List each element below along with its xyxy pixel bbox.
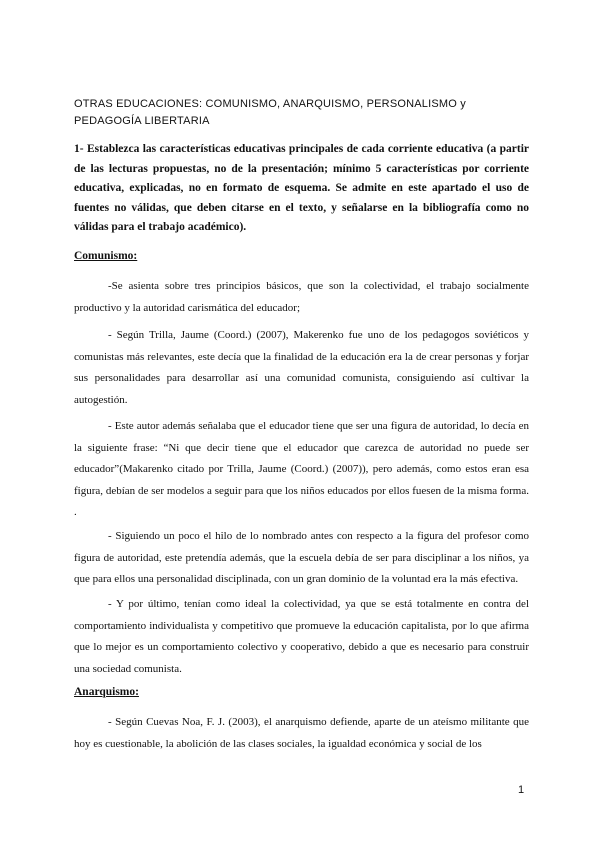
assignment-question: 1- Establezca las características educativas principales de cada corriente educativa (a partir de las lecturas propuestas, no de la presentación; mínimo 5 características por corriente educativa, explicadas, no en formato de esquema. Se admite en este apartado el uso de fuentes no válidas, que deben citarse en el texto, y señalarse en la bibliografía como no válidas para el trabajo académico).: [74, 143, 529, 233]
document-heading: OTRAS EDUCACIONES: COMUNISMO, ANARQUISMO, PERSONALISMO y PEDAGOGÍA LIBERTARIA: [74, 98, 466, 127]
page-number: 1: [518, 784, 525, 796]
paragraph: - Según Trilla, Jaume (Coord.) (2007), Makerenko fue uno de los pedagogos soviéticos y comunistas más relevantes, este decía que la finalidad de la educación era la de crear personas y forjar sus personalidades para desarrollar así una comunidad comunista, consiguiendo así cultivar la autogestión.: [74, 329, 529, 406]
section-title-comunismo: Comunismo:: [74, 250, 138, 262]
paragraph: - Siguiendo un poco el hilo de lo nombrado antes con respecto a la figura del profesor como figura de autoridad, este pretendía además, que la escuela debía de ser para disciplinar a los niños, ya que para ellos una personalidad disciplinada, con un gran dominio de la voluntad era la más efectiva.: [74, 530, 529, 585]
paragraph: - Y por último, tenían como ideal la colectividad, ya que se está totalmente en contra del comportamiento individualista y competitivo que promueve la educación capitalista, por lo que afirma que lo mejor es un comportamiento colectivo y cooperativo, debido a que es necesario para construir una sociedad comunista.: [74, 598, 529, 675]
section-title-anarquismo: Anarquismo:: [74, 686, 139, 698]
paragraph: - Este autor además señalaba que el educador tiene que ser una figura de autoridad, lo decía en la siguiente frase: “Ni que decir tiene que el educador que carezca de autoridad no puede ser educador”(Makarenko citado por Trilla, Jaume (Coord.) (2007)), pero además, como estos eran esa figura, debían de ser modelos a seguir para que los niños educados por ellos fuesen de la misma forma. .: [74, 420, 529, 518]
paragraph: -Se asienta sobre tres principios básicos, que son la colectividad, el trabajo socialmente productivo y la autoridad carismática del educador;: [74, 280, 529, 314]
paragraph: - Según Cuevas Noa, F. J. (2003), el anarquismo defiende, aparte de un ateísmo militante que hoy es cuestionable, la abolición de las clases sociales, la igualdad económica y social de los: [74, 716, 529, 750]
